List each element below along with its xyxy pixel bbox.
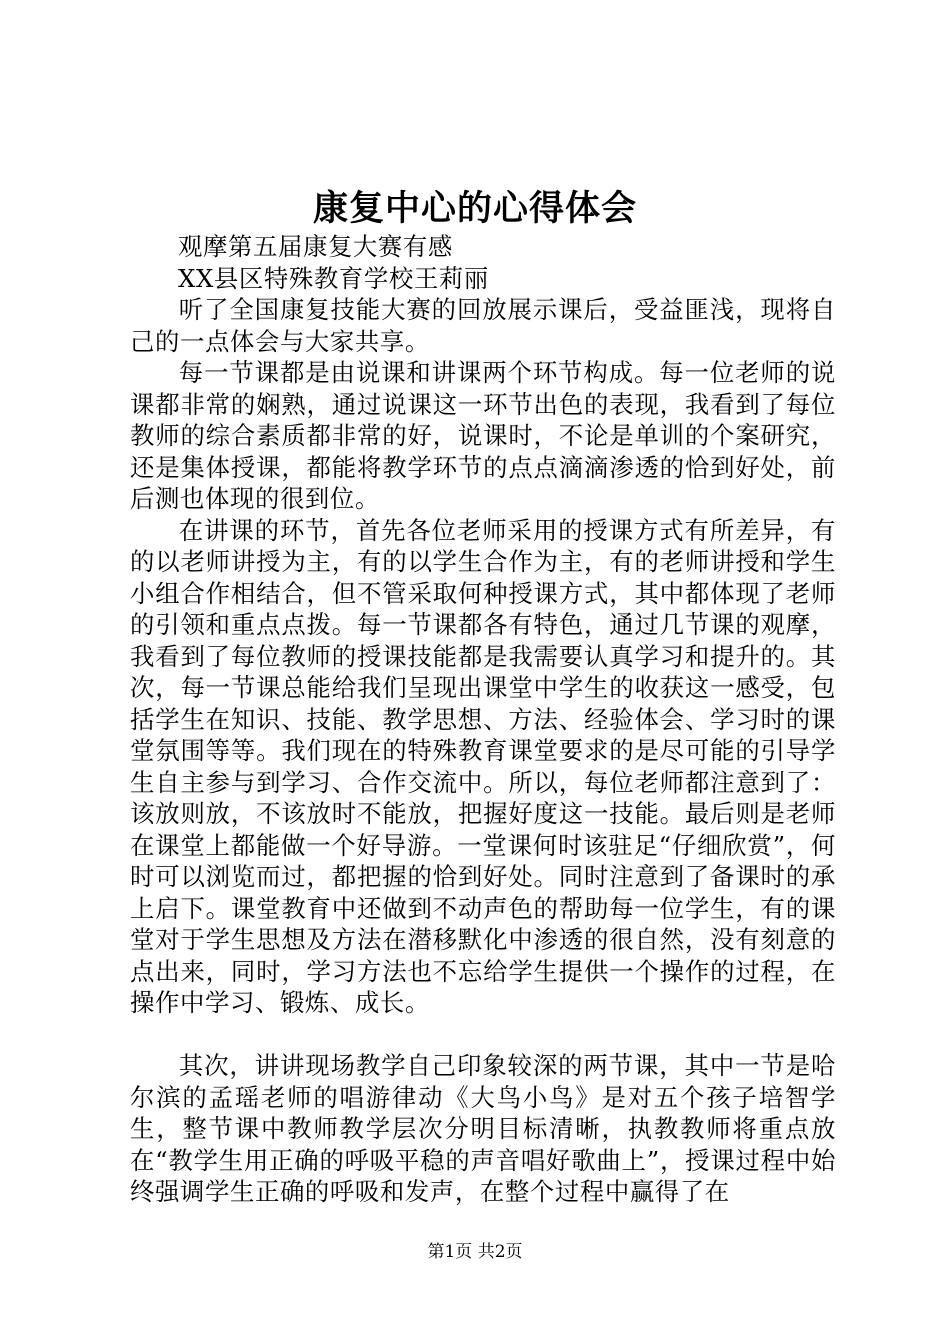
author-line: XX县区特殊教育学校王莉丽 — [178, 263, 489, 293]
document-body — [130, 231, 836, 1208]
document-title: 康复中心的心得体会 — [312, 188, 637, 229]
document-subtitle: 观摩第五届康复大赛有感 — [178, 232, 453, 261]
paragraph-classes: 其次，讲讲现场教学自己印象较深的两节课，其中一节是哈尔滨的孟瑶老师的唱游律动《大鸟小鸟》是对五个孩子培智学生，整节课中教师教学层次分明目标清晰，执教教师将重点放在“教学生用正确的呼吸平稳的声音唱好歌曲上”，授课过程中始终强调学生正确的呼吸和发声，在整个过程中赢得了在 — [130, 1051, 836, 1206]
paragraph-jiangke: 在讲课的环节，首先各位老师采用的授课方式有所差异，有的以老师讲授为主，有的以学生合作为主，有的老师讲授和学生小组合作相结合，但不管采取何种授课方式，其中都体现了老师的引领和重点点拨。每一节课都各有特色，通过几节课的观摩，我看到了每位教师的授课技能都是我需要认真学习和提升的。其次，每一节课总能给我们呈现出课堂中学生的收获这一感受，包括学生在知识、技能、教学思想、方法、经验体会、学习时的课堂氛围等等。我们现在的特殊教育课堂要求的是尽可能的引导学生自主参与到学习、合作交流中。所以，每位老师都注意到了：该放则放，不该放时不能放，把握好度这一技能。最后则是老师在课堂上都能做一个好导游。一堂课何时该驻足“仔细欣赏”，何时可以浏览而过，都把握的恰到好处。同时注意到了备课时的承上启下。课堂教育中还做到不动声色的帮助每一位学生，有的课堂对于学生思想及方法在潜移默化中渗透的很自然，没有刻意的点出来，同时，学习方法也不忘给学生提供一个操作的过程，在操作中学习、锻炼、成长。 — [130, 515, 836, 1017]
page-footer: 第1页 共2页 — [427, 1242, 523, 1262]
paragraph-intro: 听了全国康复技能大赛的回放展示课后，受益匪浅，现将自己的一点体会与大家共享。 — [130, 295, 836, 356]
paragraph-shuoke: 每一节课都是由说课和讲课两个环节构成。每一位老师的说课都非常的娴熟，通过说课这一环节出色的表现，我看到了每位教师的综合素质都非常的好，说课时，不论是单训的个案研究，还是集体授课，都能将教学环节的点点滴滴渗透的恰到好处，前后测也体现的很到位。 — [130, 358, 836, 513]
